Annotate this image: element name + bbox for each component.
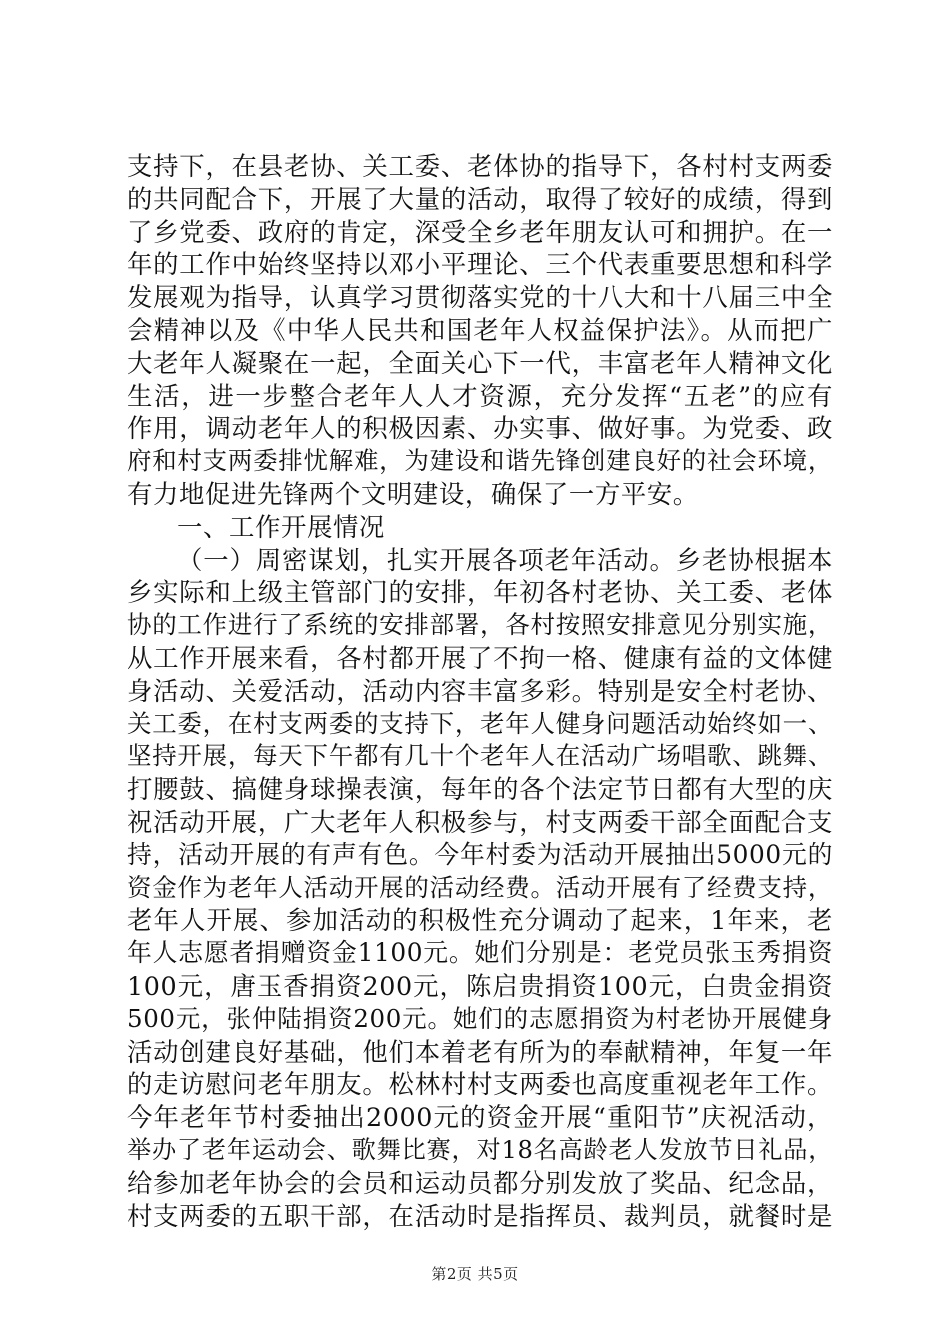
text-line: 了乡党委、政府的肯定，深受全乡老年朋友认可和拥护。在一 [127,216,833,247]
text-line: 举办了老年运动会、歌舞比赛，对18名高龄老人发放节日礼品， [127,1135,833,1164]
text-line: 会精神以及《中华人民共和国老年人权益保护法》。从而把广 [127,314,833,345]
text-line: 大老年人凝聚在一起，全面关心下一代，丰富老年人精神文化 [127,347,833,378]
text-line: 生活，进一步整合老年人人才资源，充分发挥“五老”的应有 [127,380,833,411]
text-line: 支持下，在县老协、关工委、老体协的指导下，各村村支两委 [127,151,833,181]
paragraph-first-line: （一）周密谋划，扎实开展各项老年活动。乡老协根据本 [177,544,833,575]
text-line: 的共同配合下，开展了大量的活动，取得了较好的成绩，得到 [127,183,833,214]
text-line: 有力地促进先锋两个文明建设，确保了一方平安。 [127,478,699,509]
text-line: 今年老年节村委抽出2000元的资金开展“重阳节”庆祝活动， [127,1102,833,1133]
text-line: 100元，唐玉香捐资200元，陈启贵捐资100元，白贵金捐资 [127,970,833,1001]
text-line: 给参加老年协会的会员和运动员都分别发放了奖品、纪念品， [127,1167,833,1198]
text-line: 的走访慰问老年朋友。松林村村支两委也高度重视老年工作。 [127,1069,833,1100]
text-line: 坚持开展，每天下午都有几十个老年人在活动广场唱歌、跳舞、 [127,741,833,771]
text-line: 年的工作中始终坚持以邓小平理论、三个代表重要思想和科学 [127,249,833,280]
text-line: 资金作为老年人活动开展的活动经费。活动开展有了经费支持， [127,872,833,902]
text-line: 祝活动开展，广大老年人积极参与，村支两委干部全面配合支 [127,806,833,837]
text-line: 关工委，在村支两委的支持下，老年人健身问题活动始终如一、 [127,708,833,738]
text-line: 村支两委的五职干部，在活动时是指挥员、裁判员，就餐时是 [127,1200,833,1231]
text-line: 老年人开展、参加活动的积极性充分调动了起来，1年来，老 [127,905,833,936]
text-line: 500元，张仲陆捐资200元。她们的志愿捐资为村老协开展健身 [127,1003,833,1033]
text-line: 协的工作进行了系统的安排部署，各村按照安排意见分别实施， [127,610,833,640]
text-line: 身活动、关爱活动，活动内容丰富多彩。特别是安全村老协、 [127,675,833,706]
text-line: 持，活动开展的有声有色。今年村委为活动开展抽出5000元的 [127,839,833,869]
text-line: 发展观为指导，认真学习贯彻落实党的十八大和十八届三中全 [127,282,833,313]
text-line: 从工作开展来看，各村都开展了不拘一格、健康有益的文体健 [127,642,833,673]
text-line: 活动创建良好基础，他们本着老有所为的奉献精神，年复一年 [127,1036,833,1067]
text-line: 府和村支两委排忧解难，为建设和谐先锋创建良好的社会环境， [127,446,833,476]
text-line: 打腰鼓、搞健身球操表演，每年的各个法定节日都有大型的庆 [127,774,833,805]
text-line: 年人志愿者捐赠资金1100元。她们分别是：老党员张玉秀捐资 [127,938,833,968]
section-heading: 一、工作开展情况 [177,511,385,542]
page-footer: 第2页 共5页 [431,1265,519,1283]
document-body [127,150,833,1232]
text-line: 乡实际和上级主管部门的安排，年初各村老协、关工委、老体 [127,577,833,608]
text-line: 作用，调动老年人的积极因素、办实事、做好事。为党委、政 [127,413,833,444]
